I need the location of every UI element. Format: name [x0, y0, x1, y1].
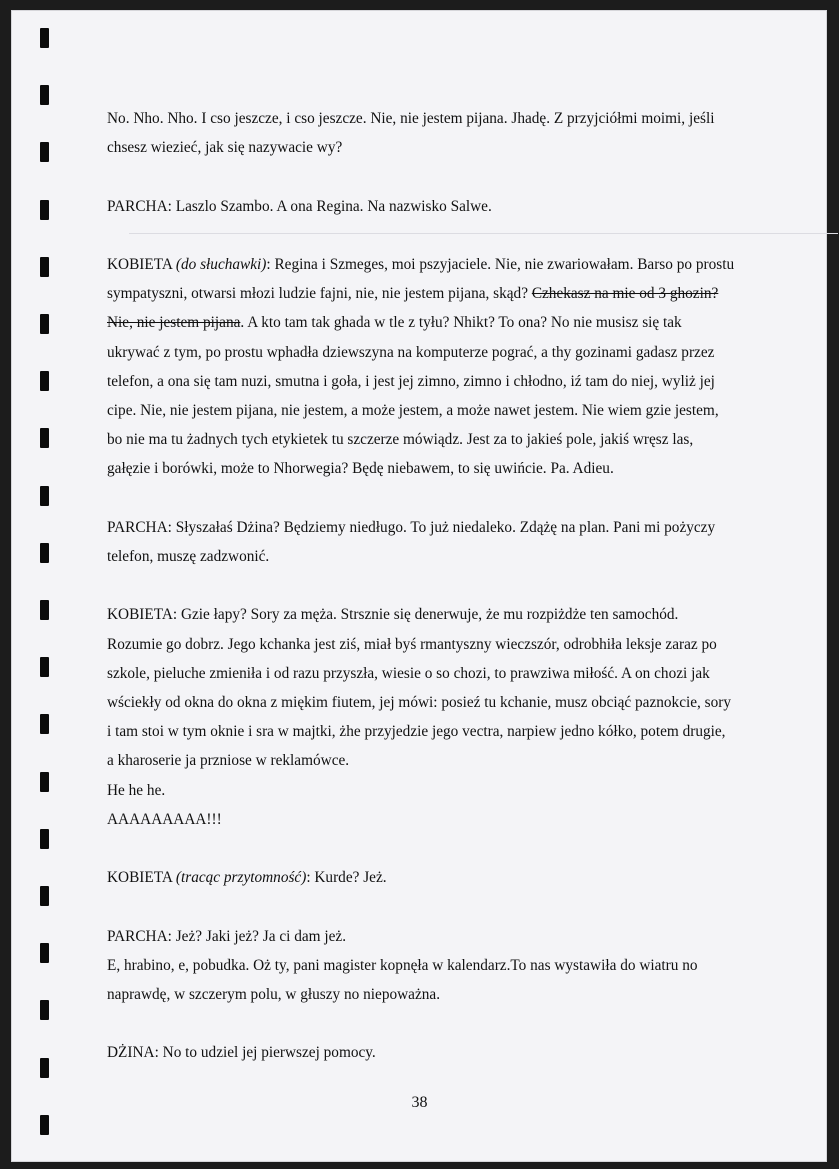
- speaker-name: KOBIETA: [107, 255, 176, 273]
- paragraph-5-line-3: AAAAAAAAA!!!: [107, 810, 222, 828]
- binding-hole: [40, 200, 49, 220]
- paragraph-5-line-2: He he he.: [107, 781, 166, 799]
- paragraph-7-line-2: E, hrabino, e, pobudka. Oż ty, pani magister kopnęła w kalendarz.To nas wystawiła do wiatru no naprawdę, w szczerym polu, w głuszy no niepoważna.: [107, 956, 698, 1003]
- paragraph-8: DŻINA: No to udziel jej pierwszej pomocy.: [107, 1044, 376, 1062]
- binding-hole: [40, 28, 49, 48]
- binding-hole: [40, 543, 49, 563]
- binding-hole: [40, 85, 49, 105]
- binding-hole: [40, 657, 49, 677]
- paragraph-2: PARCHA: Laszlo Szambo. A ona Regina. Na nazwisko Salwe.: [107, 197, 492, 215]
- binding-hole: [40, 1000, 49, 1020]
- struck-text: Czhekasz na mie od 3 ghozin? Nie, nie jestem pijana: [107, 285, 719, 332]
- binding-holes: [40, 28, 52, 1168]
- binding-hole: [40, 486, 49, 506]
- page-number: 38: [411, 1094, 428, 1111]
- binding-hole: [40, 943, 49, 963]
- binding-hole: [40, 371, 49, 391]
- binding-hole: [40, 142, 49, 162]
- paragraph-6: [107, 863, 735, 892]
- binding-hole: [40, 1115, 49, 1135]
- binding-hole: [40, 714, 49, 734]
- binding-hole: [40, 886, 49, 906]
- binding-hole: [40, 600, 49, 620]
- paragraph-5: KOBIETA: Gzie łapy? Sory za męża. Strsznie się denerwuje, że mu rozpiżdże ten samochód. Rozumie go dobrz. Jego kchanka jest ziś, miał byś rmantyszny wieczszór, odrobhiła leksje zaraz po szkole, pieluche zmieniła i od razu przyszła, wiesie o so chozi, to prawziwa miłość. A on chozi jak wściekły od okna do okna z miękim fiutem, jej mówi: posieź tu kchanie, musz obciąć paznokcie, sory i tam stoi w tym oknie i sra w majtki, żhe przyjedzie jego vectra, narpiew jedno kółko, potem drugie, a kharoserie ja przniose w reklamówce.: [107, 606, 732, 770]
- paragraph-4: PARCHA: Słyszałaś Dżina? Będziemy niedługo. To już niedaleko. Zdążę na plan. Pani mi pożyczy telefon, muszę zadzwonić.: [107, 518, 716, 565]
- stage-direction: (tracąc przytomność): [175, 869, 307, 887]
- binding-hole: [40, 257, 49, 277]
- paragraph-1: No. Nho. Nho. I cso jeszcze, i cso jeszcze. Nie, nie jestem pijana. Jhadę. Z przyjciółmi moimi, jeśli chsesz wiezieć, jak się nazywacie wy?: [107, 110, 715, 157]
- speaker-name: KOBIETA: [107, 869, 176, 887]
- paragraph-3: [107, 250, 735, 484]
- binding-hole: [40, 829, 49, 849]
- dialogue-text: : Kurde? Jeż.: [306, 869, 387, 887]
- binding-hole: [40, 1058, 49, 1078]
- binding-hole: [40, 772, 49, 792]
- binding-hole: [40, 428, 49, 448]
- paragraph-7: PARCHA: Jeż? Jaki jeż? Ja ci dam jeż.: [107, 927, 347, 945]
- dialogue-text: : Regina i Szmeges, moi pszyjaciele. Nie, nie zwariowałam. Barso po prostu sympatyszni, otwarsi młozi ludzie fajni, nie, nie jestem pijana, skąd?: [107, 255, 735, 303]
- binding-hole: [40, 314, 49, 334]
- script-text: [107, 104, 735, 1097]
- dialogue-text-continued: . A kto tam tak ghada w tle z tyłu? Nhikt? To ona? No nie musisz się tak ukrywać z tym, po prostu wphadła dziewszyna na komputerze pograć, a thy gozinami gadasz przez telefon, a ona się tam nuzi, smutna i goła, i jest jej zimno, zimno i chłodno, iź tam do niej, wyliż jej cipe. Nie, nie jestem pijana, nie jestem, a może jestem, a może nawet jestem. Nie wiem gzie jestem, bo nie ma tu żadnych tych etykietek tu szczerze mówiądz. Jest za to jakieś pole, jakiś wręsz las, gałęzie i borówki, może to Nhorwegia? Będę niebawem, to się uwińcie. Pa. Adieu.: [107, 314, 719, 478]
- stage-direction: (do słuchawki): [175, 255, 267, 273]
